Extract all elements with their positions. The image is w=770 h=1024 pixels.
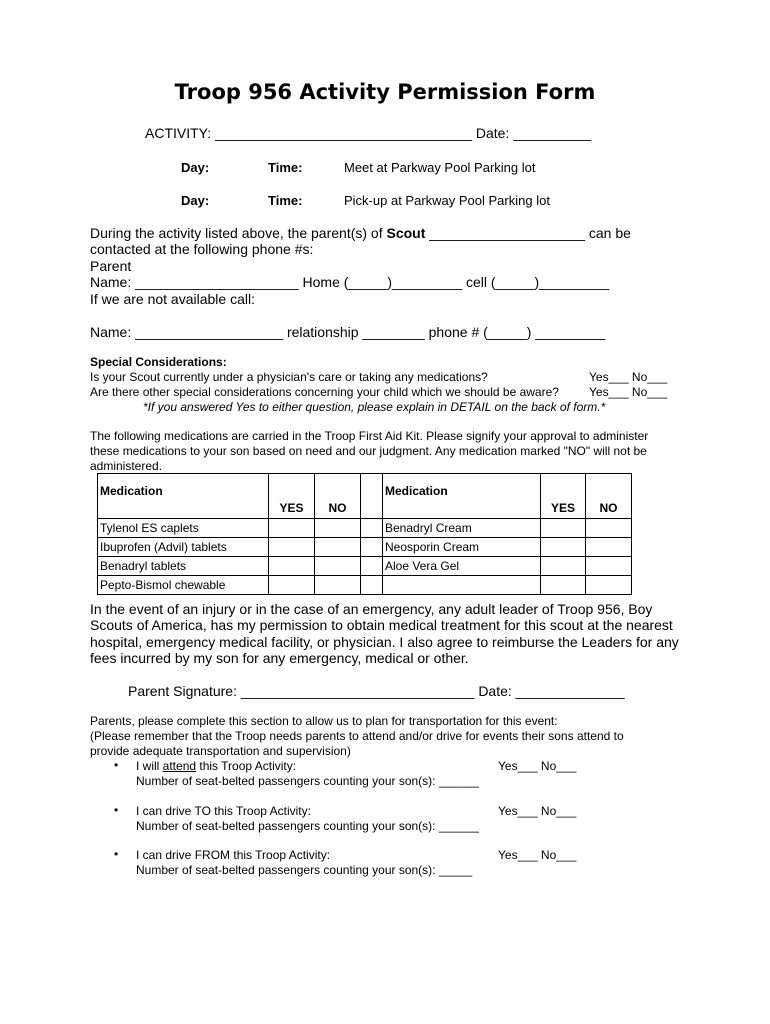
drive-from-answer: Yes___ No___: [498, 848, 577, 862]
drive-to-passengers: Number of seat-belted passengers counting your son(s): ______: [136, 819, 479, 833]
table-row: [98, 557, 632, 576]
day-label: Day:: [181, 160, 210, 175]
bullet-icon: •: [114, 758, 119, 772]
medication-column-header: Medication: [98, 474, 269, 519]
medication-name: [383, 576, 541, 595]
answer-other: Yes___ No___: [589, 385, 668, 399]
attend-question: [136, 759, 296, 773]
spacer-cell: [361, 557, 383, 576]
activity-date-line: ACTIVITY: _________________________________ Date: __________: [145, 125, 592, 141]
contact-line-1: [90, 225, 631, 241]
drive-from-passengers: Number of seat-belted passengers counting your son(s): _____: [136, 863, 473, 877]
bullet-icon: •: [114, 803, 119, 817]
contact-line-2: contacted at the following phone #s:: [90, 241, 314, 257]
contact-line-3: Parent: [90, 258, 132, 274]
bullet-icon: •: [114, 847, 119, 861]
explain-note: *If you answered Yes to either question, please explain in DETAIL on the back of form.*: [143, 400, 606, 414]
no-column-header: NO: [586, 474, 632, 519]
alternate-call-line: If we are not available call:: [90, 291, 255, 307]
medication-name: Benadryl tablets: [98, 557, 269, 576]
meds-intro-line-1: The following medications are carried in the Troop First Aid Kit. Please signify your approval to administer: [90, 429, 649, 443]
yes-cell[interactable]: [269, 538, 315, 557]
emergency-line-2: Scouts of America, has my permission to obtain medical treatment for this scout at the nearest: [90, 617, 673, 633]
emergency-line-4: fees incurred by my son for any emergency, medical or other.: [90, 650, 469, 666]
spacer-cell: [361, 576, 383, 595]
contact-line-1-post: ____________________ can be: [425, 225, 631, 241]
yes-cell[interactable]: [269, 576, 315, 595]
time-label: Time:: [268, 193, 303, 208]
transport-intro-line-2: (Please remember that the Troop needs parents to attend and/or drive for events their sons attend to: [90, 729, 624, 743]
no-cell[interactable]: [586, 557, 632, 576]
yes-cell[interactable]: [269, 557, 315, 576]
answer-physician: Yes___ No___: [589, 370, 668, 384]
scout-label: Scout: [386, 225, 426, 241]
medication-name: Pepto-Bismol chewable: [98, 576, 269, 595]
meds-intro-line-3: administered.: [90, 459, 163, 473]
day-label: Day:: [181, 193, 210, 208]
yes-cell[interactable]: [541, 557, 586, 576]
yes-column-header: YES: [541, 474, 586, 519]
emergency-line-1: In the event of an injury or in the case of an emergency, any adult leader of Troop 956, Boy: [90, 601, 653, 617]
no-cell[interactable]: [315, 519, 361, 538]
yes-cell[interactable]: [541, 519, 586, 538]
table-row: [98, 576, 632, 595]
form-title: Troop 956 Activity Permission Form: [174, 80, 596, 104]
drive-to-answer: Yes___ No___: [498, 804, 577, 818]
meet-location: Meet at Parkway Pool Parking lot: [344, 160, 536, 175]
yes-cell[interactable]: [541, 576, 586, 595]
parent-signature-line: Parent Signature: ______________________________ Date: ______________: [128, 683, 625, 699]
medication-name: Neosporin Cream: [383, 538, 541, 557]
medication-name: Ibuprofen (Advil) tablets: [98, 538, 269, 557]
table-row: [98, 538, 632, 557]
yes-column-header: YES: [269, 474, 315, 519]
question-other: Are there other special considerations concerning your child which we should be aware?: [90, 385, 559, 399]
time-label: Time:: [268, 160, 303, 175]
medication-name: Tylenol ES caplets: [98, 519, 269, 538]
no-cell[interactable]: [586, 576, 632, 595]
attend-question-pre: I will: [136, 759, 163, 773]
table-row: [98, 519, 632, 538]
meds-intro-line-2: these medications to your son based on need and our judgment. Any medication marked "NO" will not be: [90, 444, 647, 458]
no-cell[interactable]: [586, 519, 632, 538]
contact-line-1-pre: During the activity listed above, the parent(s) of: [90, 225, 387, 241]
transport-intro-line-1: Parents, please complete this section to allow us to plan for transportation for this event:: [90, 714, 558, 728]
medication-name: Benadryl Cream: [383, 519, 541, 538]
attend-answer: Yes___ No___: [498, 759, 577, 773]
alternate-name-line: Name: ___________________ relationship ________ phone # (_____) _________: [90, 324, 606, 340]
spacer-cell: [361, 519, 383, 538]
question-physician: Is your Scout currently under a physician's care or taking any medications?: [90, 370, 488, 384]
medication-name: Aloe Vera Gel: [383, 557, 541, 576]
attend-word: attend: [162, 759, 197, 773]
no-column-header: NO: [315, 474, 361, 519]
yes-cell[interactable]: [269, 519, 315, 538]
no-cell[interactable]: [586, 538, 632, 557]
medication-column-header: Medication: [383, 474, 541, 519]
no-cell[interactable]: [315, 557, 361, 576]
no-cell[interactable]: [315, 538, 361, 557]
table-header-row: [98, 474, 632, 519]
pickup-location: Pick-up at Parkway Pool Parking lot: [344, 193, 550, 208]
attend-passengers: Number of seat-belted passengers counting your son(s): ______: [136, 774, 479, 788]
transport-intro-line-3: provide adequate transportation and supervision): [90, 744, 351, 758]
no-cell[interactable]: [315, 576, 361, 595]
emergency-line-3: hospital, emergency medical facility, or physician. I also agree to reimburse the Leaders for any: [90, 634, 679, 650]
special-considerations-heading: Special Considerations:: [90, 355, 227, 369]
spacer-cell: [361, 538, 383, 557]
parent-name-line: Name: _____________________ Home (_____)_________ cell (_____)_________: [90, 274, 610, 290]
yes-cell[interactable]: [541, 538, 586, 557]
medications-table: [97, 473, 632, 595]
spacer-cell: [361, 474, 383, 519]
drive-from-question: I can drive FROM this Troop Activity:: [136, 848, 331, 862]
drive-to-question: I can drive TO this Troop Activity:: [136, 804, 311, 818]
attend-question-post: this Troop Activity:: [196, 759, 297, 773]
